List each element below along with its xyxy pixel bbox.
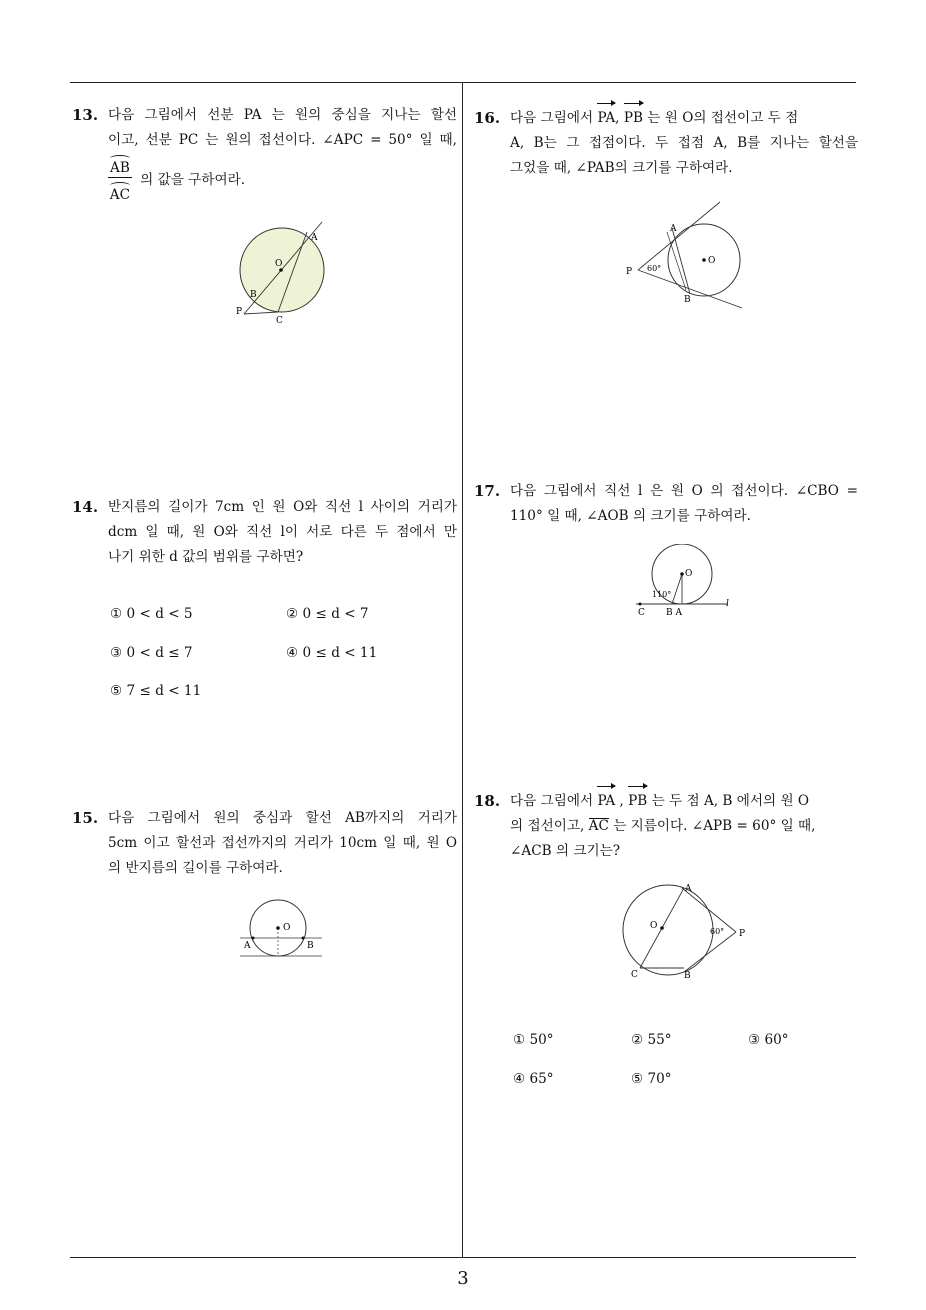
question-number: 16. — [474, 109, 501, 127]
center-dot — [680, 572, 684, 576]
point-b-dot — [302, 937, 305, 940]
question-18 — [474, 789, 858, 864]
point-a-dot — [252, 937, 255, 940]
label-o: O — [275, 259, 283, 269]
angle-label: 110° — [652, 590, 672, 599]
question-13 — [72, 103, 457, 204]
arc-numerator: AB — [110, 157, 130, 177]
question-text-line: 110° 일 때, ∠AOB 의 크기를 구하여라. — [510, 508, 751, 524]
figure-q17 — [630, 544, 750, 620]
tangent-pb — [684, 932, 736, 972]
choice-3[interactable]: ③ 60° — [748, 1032, 789, 1048]
choice-2[interactable]: ② 0 ≤ d < 7 — [286, 606, 369, 622]
tangent-line — [244, 312, 278, 314]
label-c: C — [631, 970, 638, 980]
question-text: 의 값을 구하여라. — [140, 172, 246, 188]
question-text: 의 접선이고, — [510, 818, 585, 834]
question-text: 다음 그림에서 — [510, 110, 594, 126]
question-number: 14. — [72, 498, 99, 516]
label-a: A — [244, 941, 251, 951]
question-text: 다음 그림에서 — [510, 793, 594, 809]
question-number: 13. — [72, 106, 99, 124]
angle-label: 60° — [647, 264, 662, 273]
choice-1[interactable]: ① 0 < d < 5 — [110, 606, 193, 622]
label-a: A — [311, 233, 318, 243]
arc-fraction — [108, 157, 132, 204]
label-c: C — [638, 608, 645, 618]
label-p: P — [236, 307, 243, 317]
figure-q13 — [230, 220, 340, 330]
circle — [623, 885, 713, 975]
angle-label: 60° — [710, 927, 725, 936]
label-a: A — [685, 884, 692, 894]
label-c: C — [276, 316, 283, 326]
center-dot — [276, 926, 280, 930]
vector-pb: PB — [628, 789, 647, 814]
label-b: B — [684, 295, 691, 305]
figure-q15 — [236, 896, 326, 962]
label-a: A — [670, 224, 677, 234]
question-text-line: 이고, 선분 PC 는 원의 접선이다. ∠APC = 50° 일 때, — [108, 132, 457, 148]
choice-3[interactable]: ③ 0 < d ≤ 7 — [110, 645, 193, 661]
question-text: 는 지름이다. ∠APB = 60° 일 때, — [613, 818, 816, 834]
tangent-pa — [682, 888, 736, 932]
question-text-line: ∠ACB 의 크기는? — [510, 843, 621, 859]
question-17 — [474, 479, 858, 529]
question-15 — [72, 806, 457, 881]
choice-1[interactable]: ① 50° — [513, 1032, 554, 1048]
vector-pa: PA — [597, 106, 615, 131]
question-text-line: 다음 그림에서 선분 PA 는 원의 중심을 지나는 할선 — [108, 107, 457, 123]
choice-4[interactable]: ④ 65° — [513, 1071, 554, 1087]
question-14 — [72, 495, 457, 570]
choice-2[interactable]: ② 55° — [631, 1032, 672, 1048]
label-b: B — [250, 290, 257, 300]
question-text-line: 다음 그림에서 직선 l 은 원 O 의 접선이다. ∠CBO = — [510, 483, 858, 499]
question-number: 17. — [474, 482, 501, 500]
arc-denominator: AC — [110, 184, 130, 204]
question-text: 는 원 O의 접선이고 두 점 — [647, 110, 799, 126]
page-number: 3 — [457, 1268, 469, 1289]
label-l: l — [726, 599, 729, 609]
question-text-line: 다음 그림에서 PA , PB 는 두 점 A, B 에서의 원 O — [510, 789, 858, 814]
question-text-line: 반지름의 길이가 7cm 인 원 O와 직선 l 사이의 거리가 — [108, 499, 457, 515]
question-text-line: 그었을 때, ∠PAB의 크기를 구하여라. — [510, 160, 733, 176]
label-p: P — [739, 929, 746, 939]
top-rule — [70, 82, 856, 83]
segment-ac: AC — [588, 818, 609, 834]
vector-pa: PA — [597, 789, 615, 814]
question-text-line — [510, 814, 858, 839]
label-p: P — [626, 267, 633, 277]
question-16 — [474, 106, 858, 181]
question-text-line: 5cm 이고 할선과 접선까지의 거리가 10cm 일 때, 원 O — [108, 835, 457, 851]
bottom-rule — [70, 1257, 856, 1258]
label-b: B — [307, 941, 314, 951]
segment-ob — [672, 574, 682, 604]
label-b-a: B A — [666, 608, 682, 618]
figure-q16 — [620, 198, 750, 312]
label-o: O — [650, 921, 658, 931]
question-text-line: 나기 위한 d 값의 범위를 구하면? — [108, 549, 304, 565]
label-b: B — [684, 971, 691, 981]
center-dot — [660, 926, 664, 930]
question-number: 18. — [474, 792, 501, 810]
question-text-line: dcm 일 때, 원 O와 직선 l이 서로 다른 두 점에서 만 — [108, 524, 457, 540]
question-text-line — [108, 157, 457, 204]
choice-5[interactable]: ⑤ 7 ≤ d < 11 — [110, 683, 202, 699]
label-o: O — [685, 569, 693, 579]
question-text-line: A, B는 그 접점이다. 두 접점 A, B를 지나는 할선을 — [510, 135, 858, 151]
choice-5[interactable]: ⑤ 70° — [631, 1071, 672, 1087]
figure-q18 — [612, 880, 762, 986]
column-divider — [462, 82, 463, 1257]
question-text-line: 다음 그림에서 PA, PB 는 원 O의 접선이고 두 점 — [510, 106, 858, 131]
question-text: 는 두 점 A, B 에서의 원 O — [651, 793, 810, 809]
question-number: 15. — [72, 809, 99, 827]
choice-4[interactable]: ④ 0 ≤ d < 11 — [286, 645, 378, 661]
vector-pb: PB — [624, 106, 643, 131]
question-text-line: 다음 그림에서 원의 중심과 할선 AB까지의 거리가 — [108, 810, 457, 826]
label-o: O — [708, 256, 716, 266]
center-dot — [702, 258, 706, 262]
point-c-dot — [639, 603, 642, 606]
label-o: O — [283, 923, 291, 933]
question-text-line: 의 반지름의 길이를 구하여라. — [108, 860, 283, 876]
secant-ab — [672, 228, 690, 294]
